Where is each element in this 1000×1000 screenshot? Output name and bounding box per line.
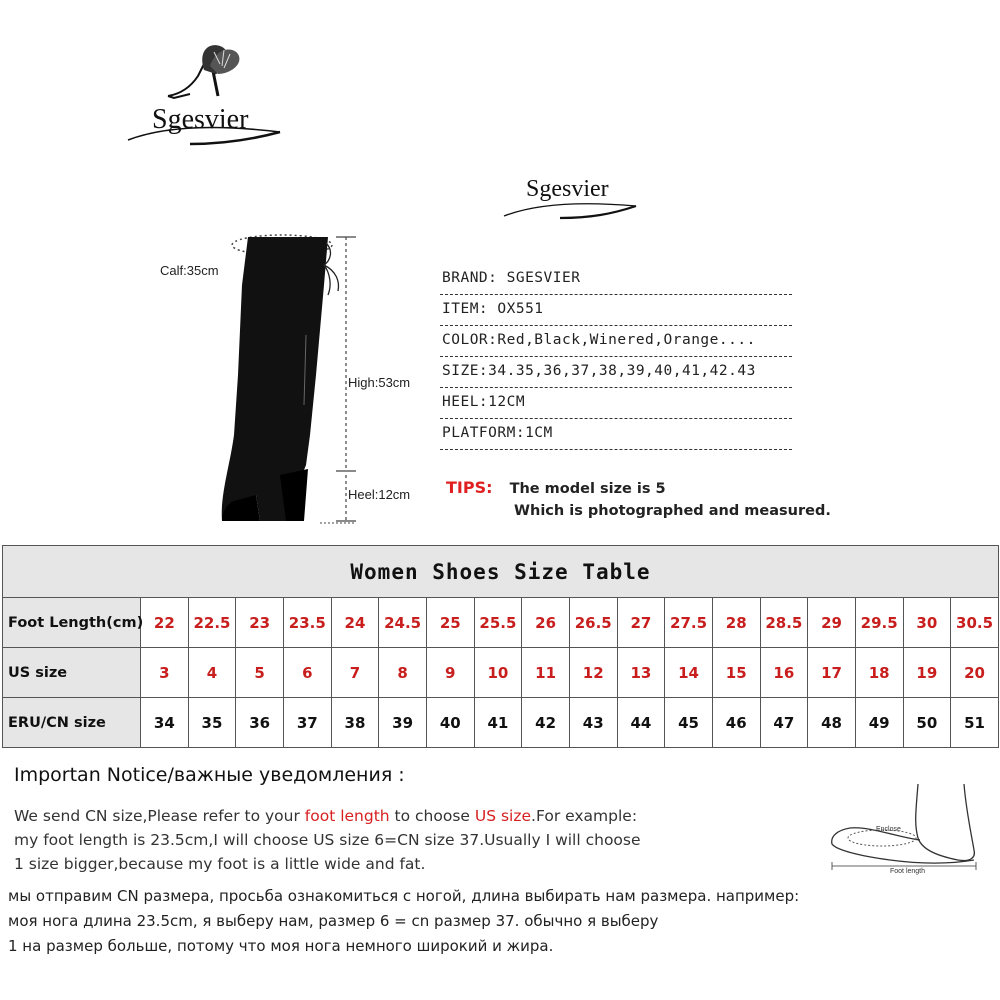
table-cell: 19 [903, 648, 951, 698]
heel-label: Heel:12cm [348, 487, 411, 502]
table-cell: 46 [712, 698, 760, 748]
foot-length-label: Foot length [890, 868, 926, 875]
table-cell: 36 [236, 698, 284, 748]
notice-text: to choose [389, 807, 475, 825]
high-label: High:53cm [348, 375, 411, 390]
brand-logo-small [500, 172, 650, 222]
row-label: US size [3, 648, 141, 698]
notice-ru-line-1: мы отправим CN размера, просьба ознакомиться с ногой, длина выбирать нам размера. например: [8, 887, 800, 905]
table-cell: 7 [331, 648, 379, 698]
table-cell: 37 [283, 698, 331, 748]
table-cell: 3 [141, 648, 189, 698]
table-cell: 18 [855, 648, 903, 698]
table-cell: 9 [426, 648, 474, 698]
size-table-title: Women Shoes Size Table [3, 546, 999, 598]
spec-platform: PLATFORM:1CM [440, 419, 792, 450]
row-label: ERU/CN size [3, 698, 141, 748]
notice-title: Importan Notice/важные уведомления : [14, 764, 405, 786]
notice-text: We send CN size,Please refer to your [14, 807, 305, 825]
table-cell: 8 [379, 648, 427, 698]
table-cell: 49 [855, 698, 903, 748]
table-cell: 48 [808, 698, 856, 748]
table-row [3, 698, 999, 748]
table-cell: 39 [379, 698, 427, 748]
table-cell: 14 [665, 648, 713, 698]
table-cell: 27.5 [665, 598, 713, 648]
table-cell: 23 [236, 598, 284, 648]
table-cell: 43 [569, 698, 617, 748]
table-cell: 30 [903, 598, 951, 648]
notice-russian [8, 884, 799, 959]
spec-item: ITEM: OX551 [440, 295, 792, 326]
table-cell: 29 [808, 598, 856, 648]
spec-heel: HEEL:12CM [440, 388, 792, 419]
butterfly-heel-icon [120, 40, 290, 160]
table-cell: 23.5 [283, 598, 331, 648]
table-cell: 6 [283, 648, 331, 698]
row-label: Foot Length(cm) [3, 598, 141, 648]
spec-brand: BRAND: SGESVIER [440, 264, 792, 295]
table-cell: 26.5 [569, 598, 617, 648]
table-cell: 30.5 [951, 598, 999, 648]
table-cell: 44 [617, 698, 665, 748]
notice-en-line-2: my foot length is 23.5cm,I will choose US size 6=CN size 37.Usually I will choose [14, 831, 641, 849]
enclose-label: Enclose [876, 826, 901, 833]
table-cell: 24.5 [379, 598, 427, 648]
table-cell: 22.5 [188, 598, 236, 648]
table-cell: 45 [665, 698, 713, 748]
notice-highlight-us-size: US size [474, 807, 532, 825]
notice-highlight-foot-length: foot length [304, 807, 390, 825]
table-cell: 15 [712, 648, 760, 698]
table-cell: 13 [617, 648, 665, 698]
table-cell: 35 [188, 698, 236, 748]
table-cell: 5 [236, 648, 284, 698]
table-cell: 34 [141, 698, 189, 748]
brand-logo-small-text: Sgesvier [526, 176, 609, 202]
foot-diagram [820, 780, 990, 880]
tips-line-2: Which is photographed and measured. [514, 503, 831, 519]
calf-label: Calf:35cm [160, 263, 219, 278]
table-cell: 38 [331, 698, 379, 748]
table-cell: 40 [426, 698, 474, 748]
table-cell: 51 [951, 698, 999, 748]
table-cell: 4 [188, 648, 236, 698]
tips-line-1: The model size is 5 [509, 481, 666, 497]
table-cell: 28 [712, 598, 760, 648]
notice-english [14, 804, 641, 876]
boot-illustration [150, 225, 430, 535]
table-cell: 16 [760, 648, 808, 698]
brand-logo-text: Sgesvier [152, 104, 249, 135]
table-cell: 27 [617, 598, 665, 648]
table-cell: 25.5 [474, 598, 522, 648]
table-cell: 26 [522, 598, 570, 648]
notice-ru-line-3: 1 на размер больше, потому что моя нога немного широкий и жира. [8, 937, 554, 955]
spec-color: COLOR:Red,Black,Winered,Orange.... [440, 326, 792, 357]
tips-label: TIPS: [446, 478, 493, 497]
brand-logo [120, 40, 290, 160]
table-cell: 29.5 [855, 598, 903, 648]
table-cell: 20 [951, 648, 999, 698]
table-cell: 28.5 [760, 598, 808, 648]
table-cell: 47 [760, 698, 808, 748]
notice-text: .For example: [531, 807, 638, 825]
table-cell: 24 [331, 598, 379, 648]
tips-note [446, 478, 831, 519]
table-cell: 17 [808, 648, 856, 698]
notice-en-line-3: 1 size bigger,because my foot is a little wide and fat. [14, 855, 426, 873]
notice-en-line-1 [14, 804, 641, 828]
spec-size: SIZE:34.35,36,37,38,39,40,41,42.43 [440, 357, 792, 388]
size-table [2, 545, 999, 748]
table-row [3, 598, 999, 648]
table-cell: 42 [522, 698, 570, 748]
notice-ru-line-2: моя нога длина 23.5cm, я выберу нам, размер 6 = cn размер 37. обычно я выберу [8, 912, 659, 930]
spec-list [440, 264, 792, 450]
table-cell: 11 [522, 648, 570, 698]
foot-icon [820, 780, 990, 880]
table-cell: 12 [569, 648, 617, 698]
table-cell: 50 [903, 698, 951, 748]
table-cell: 22 [141, 598, 189, 648]
table-row [3, 648, 999, 698]
table-cell: 10 [474, 648, 522, 698]
table-cell: 41 [474, 698, 522, 748]
table-cell: 25 [426, 598, 474, 648]
